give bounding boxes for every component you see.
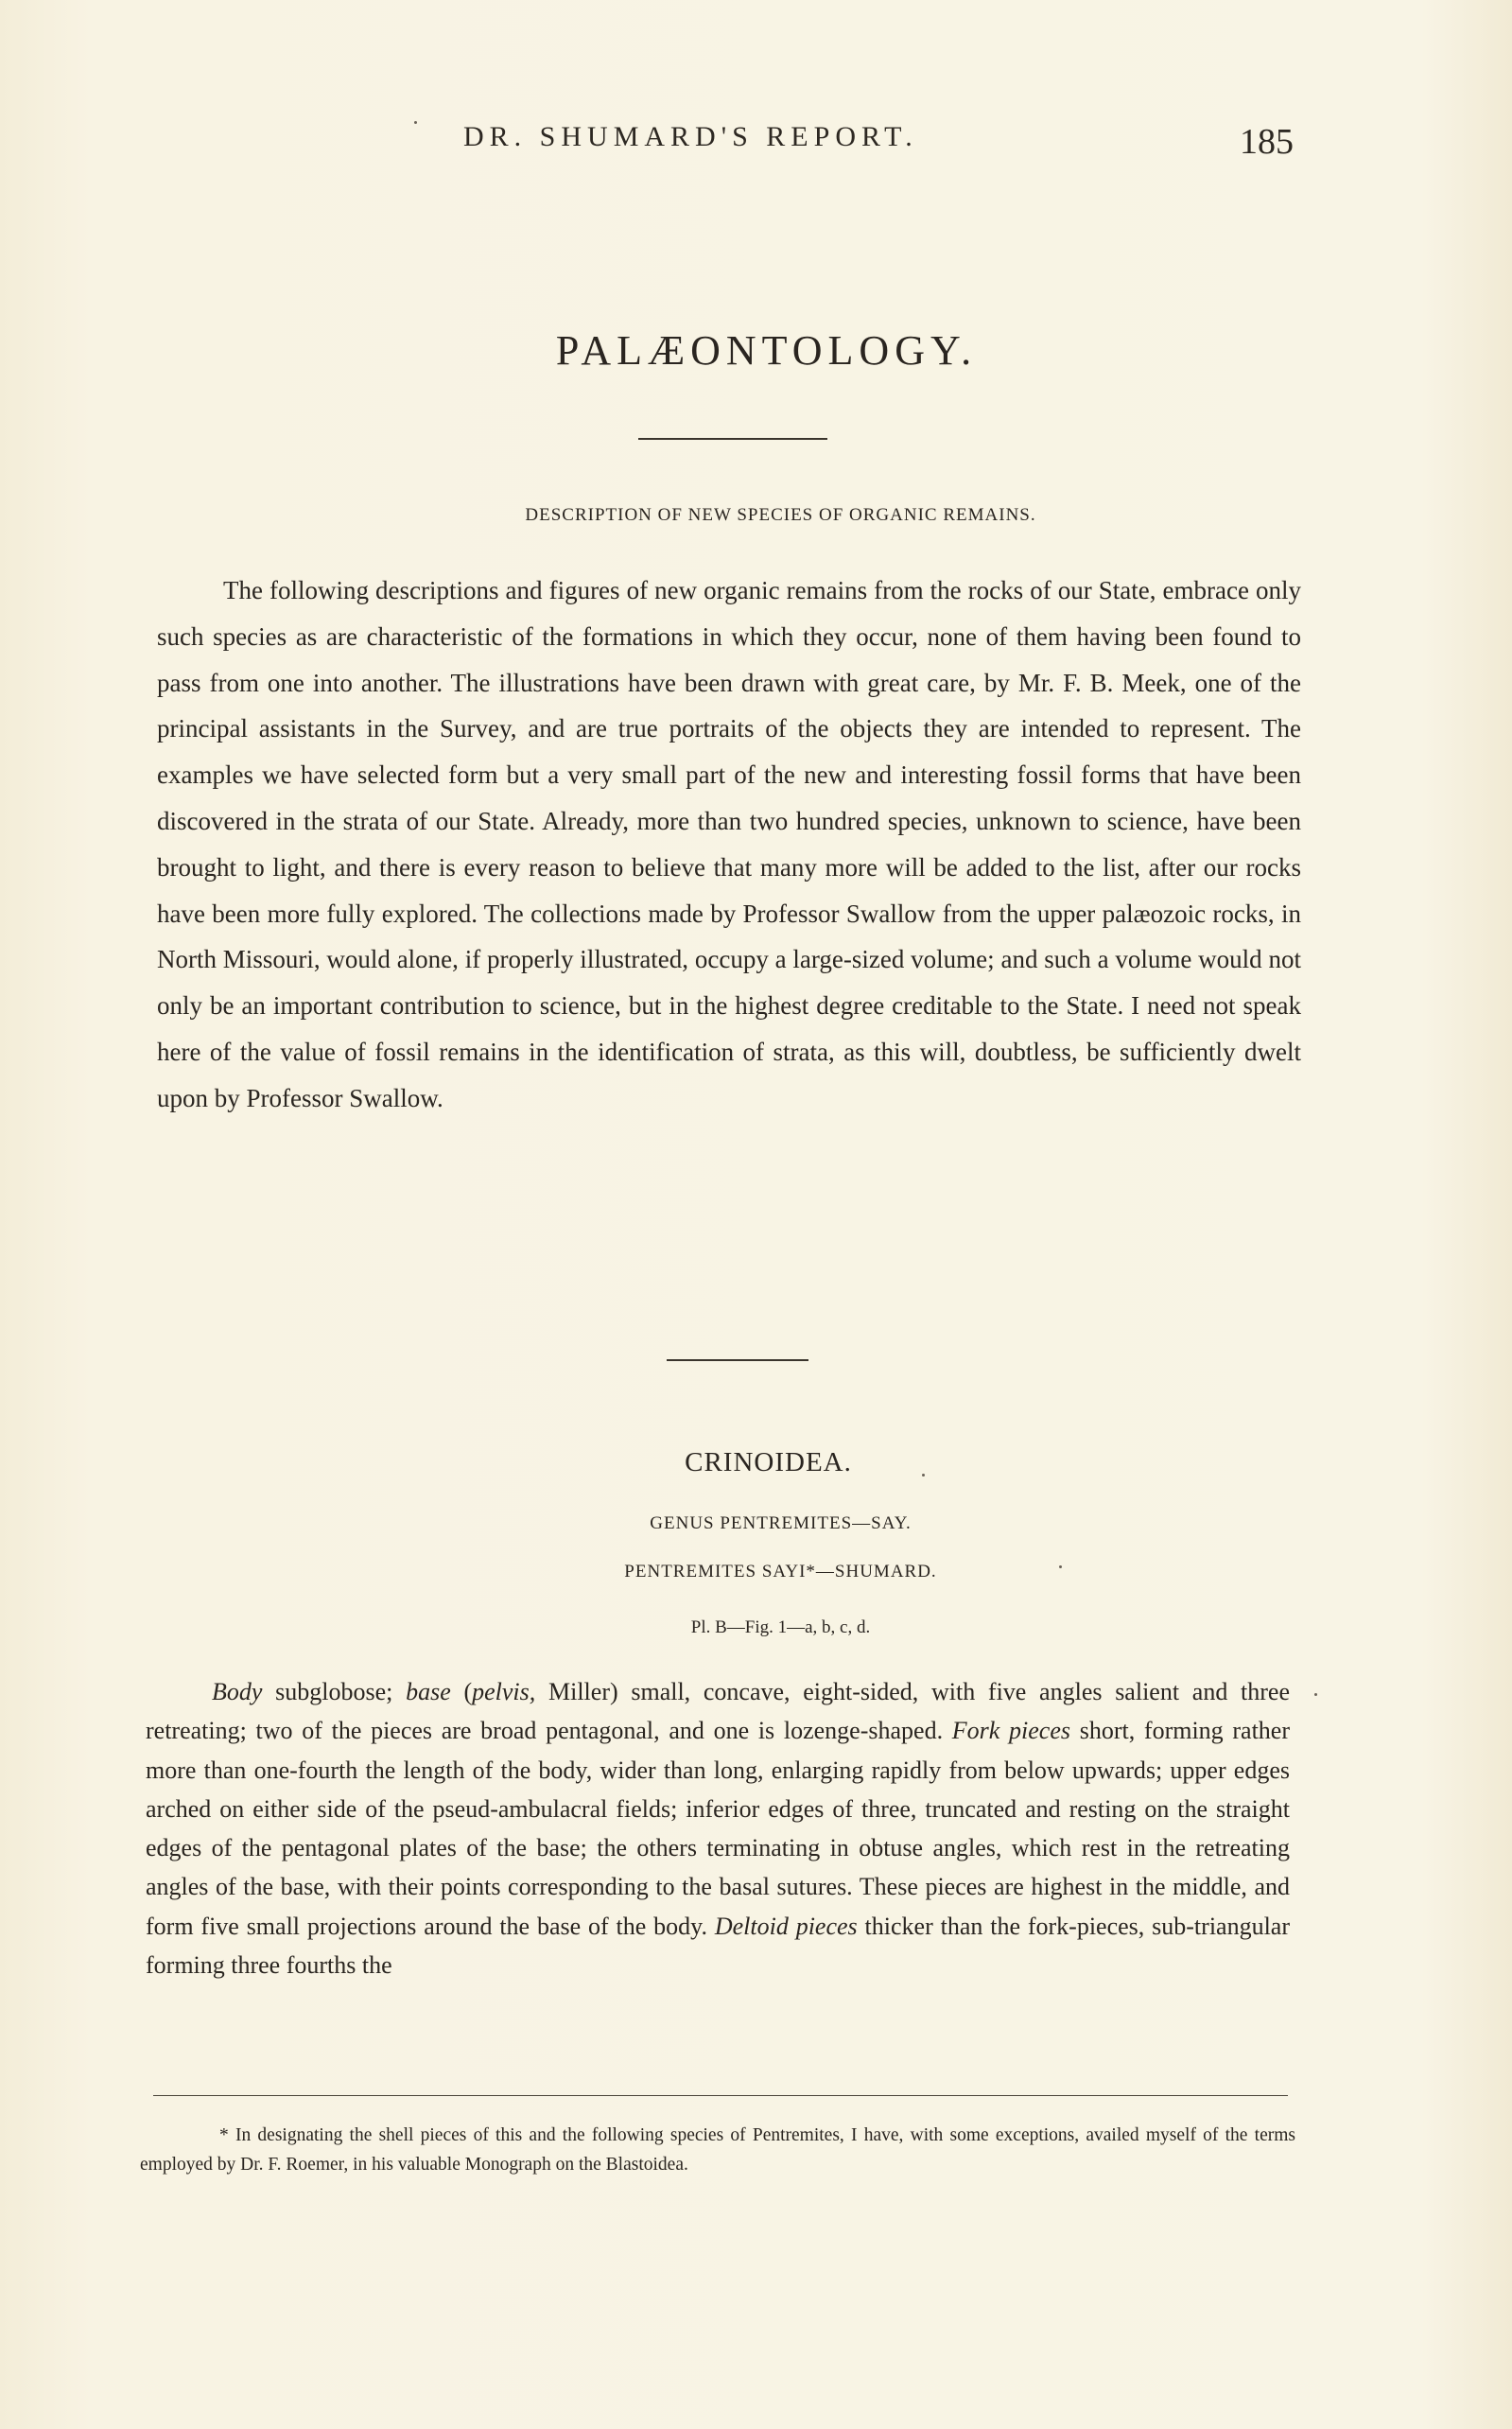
class-heading: CRINOIDEA.: [685, 1447, 852, 1477]
species-description: [146, 1672, 1290, 1984]
term-fork-pieces: Fork pieces: [951, 1717, 1070, 1745]
term-body: Body: [212, 1678, 263, 1705]
footnote-rule: [153, 2095, 1288, 2096]
section-subtitle: DESCRIPTION OF NEW SPECIES OF ORGANIC REMAINS.: [525, 505, 1036, 525]
description-text-4: short, forming rather more than one-fourth the length of the body, wider than long, enlarging rapidly from below upwards; upper edges arched on either side of the pseud-ambulacral fields; inferior edges of three, truncated and resting on the straight edges of the pentagonal plates of the base; the others terminating in obtuse angles, which rest in the retreating angles of the base, with their points corresponding to the basal sutures. These pieces are highest in the middle, and form five small projections around the base of the body.: [146, 1717, 1290, 1940]
term-deltoid-pieces: Deltoid pieces: [714, 1912, 858, 1940]
section-rule: [667, 1359, 808, 1361]
intro-paragraph: The following descriptions and figures of new organic remains from the rocks of our State, embrace only such species as are characteristic of the formations in which they occur, none of them having been found to pass from one into another. The illustrations have been drawn with great care, by Mr. F. B. Meek, one of the principal assistants in the Survey, and are true portraits of the objects they are intended to represent. The examples we have selected form but a very small part of the new and interesting fossil forms that have been discovered in the strata of our State. Already, more than two hundred species, unknown to science, have been brought to light, and there is every reason to believe that many more will be added to the list, after our rocks have been more fully explored. The collections made by Professor Swallow from the upper palæozoic rocks, in North Missouri, would alone, if properly illustrated, occupy a large-sized volume; and such a volume would not only be an important contribution to science, but in the highest degree creditable to the State. I need not speak here of the value of fossil remains in the identification of strata, as this will, doubtless, be sufficiently dwelt upon by Professor Swallow.: [157, 576, 1301, 1112]
description-text-3: Miller) small, concave, eight-sided, with five angles salient and three retreating; two of the pieces are broad pentagonal, and one is lozenge-shaped.: [146, 1678, 1290, 1745]
description-text-2: (: [450, 1678, 473, 1705]
term-base: base: [406, 1678, 451, 1705]
footnote: * In designating the shell pieces of this and the following species of Pentremites, I have, with some exceptions, availed myself of the terms employed by Dr. F. Roemer, in his valuable Monograph on the Blastoidea.: [140, 2125, 1295, 2175]
term-pelvis: pelvis,: [472, 1678, 536, 1705]
description-text-5: thicker than the fork-pieces, sub-triangular forming three fourths the: [146, 1912, 1291, 1980]
print-speck: [922, 1474, 925, 1477]
running-head: DR. SHUMARD'S REPORT.: [463, 121, 918, 152]
print-speck: [1059, 1565, 1062, 1568]
print-speck: [1314, 1693, 1317, 1696]
genus-heading: GENUS PENTREMITES—SAY.: [650, 1513, 912, 1533]
description-text-1: subglobose;: [262, 1678, 407, 1705]
plate-reference: Pl. B—Fig. 1—a, b, c, d.: [690, 1617, 871, 1637]
page-title: PALÆONTOLOGY.: [555, 327, 978, 374]
print-speck: [414, 121, 417, 124]
page-number: 185: [1240, 122, 1294, 162]
title-rule: [638, 438, 827, 440]
species-heading: PENTREMITES SAYI*—SHUMARD.: [624, 1562, 937, 1581]
